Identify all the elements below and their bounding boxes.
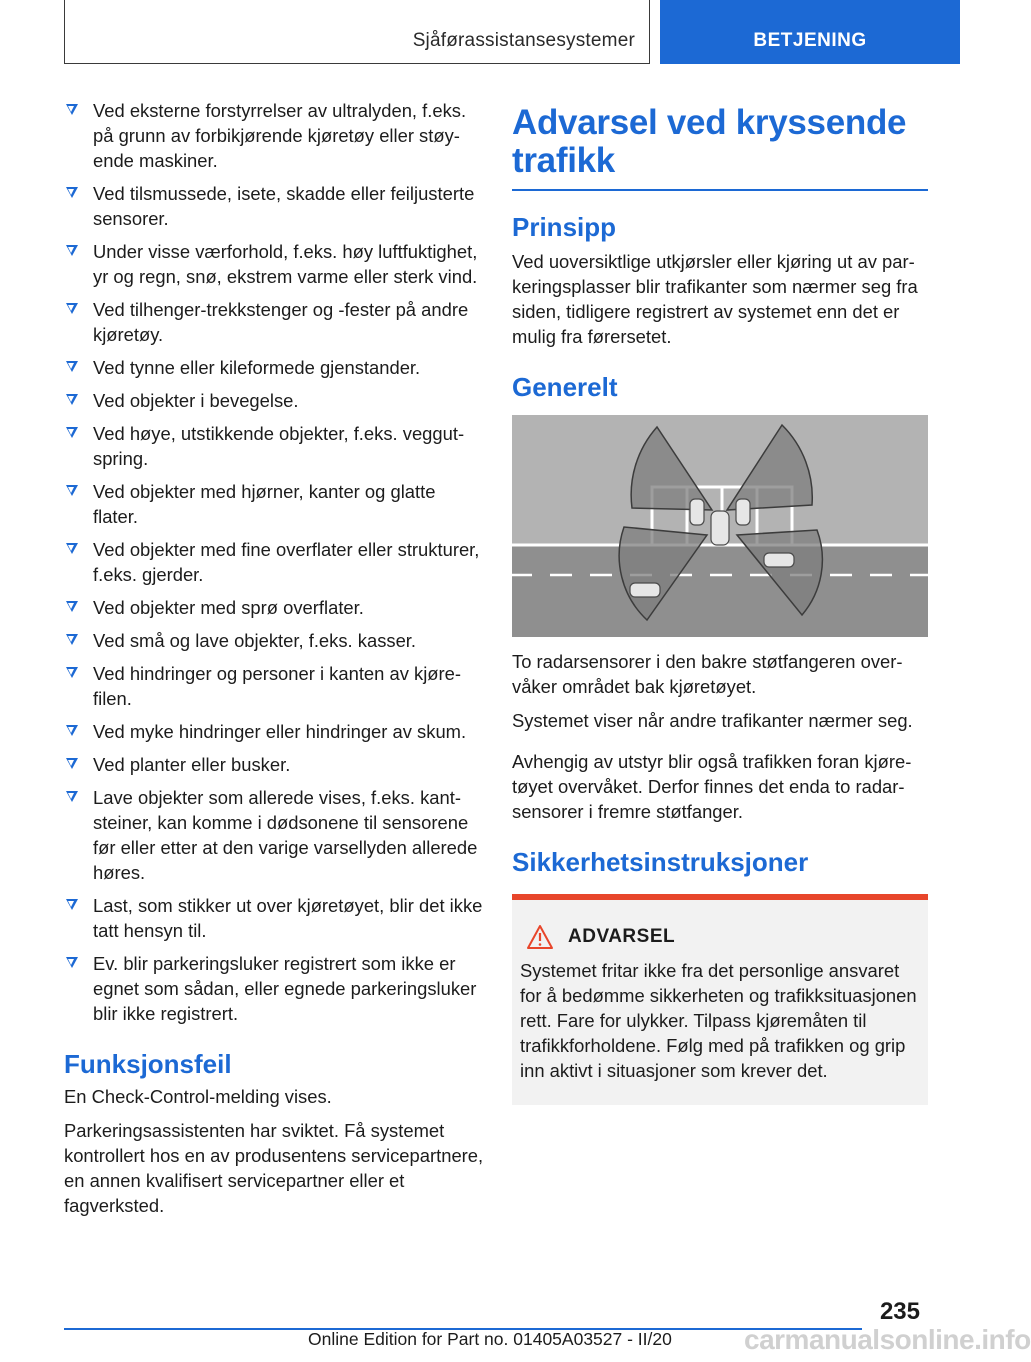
- list-item-text: Ved eksterne forstyrrelser av ultralyden, f.eks. på grunn av forbikjørende kjøretøy eller støyende maskiner.: [93, 100, 467, 171]
- right-column: [512, 104, 928, 1105]
- bullet-triangle-icon: [66, 634, 78, 645]
- bullet-triangle-icon: [66, 394, 78, 405]
- list-item-text: Ved tilsmussede, isete, skadde eller feiljusterte sensorer.: [93, 183, 475, 229]
- general-paragraph-1: To radarsensorer i den bakre støtfangeren overvåker området bak kjøretøyet.: [512, 650, 903, 697]
- list-item: [64, 893, 484, 943]
- list-item: [64, 719, 484, 744]
- list-item-text: Under visse værforhold, f.eks. høy luftfuktighet, yr og regn, snø, ekstrem varme eller sterk vind.: [93, 241, 478, 287]
- list-item: [64, 421, 484, 471]
- bullet-triangle-icon: [66, 245, 78, 256]
- bullet-triangle-icon: [66, 601, 78, 612]
- bullet-triangle-icon: [66, 758, 78, 769]
- list-item-text: Ved objekter med fine overflater eller strukturer, f.eks. gjerder.: [93, 539, 480, 585]
- cross-traffic-diagram: [512, 415, 928, 637]
- list-item-text: Ved objekter i bevegelse.: [93, 390, 299, 411]
- bullet-triangle-icon: [66, 725, 78, 736]
- limitations-list: [64, 98, 484, 1026]
- principle-heading: Prinsipp: [512, 211, 617, 242]
- list-item-text: Ved tilhenger-trekkstenger og -fester på andre kjøretøy.: [93, 299, 469, 345]
- bullet-triangle-icon: [66, 361, 78, 372]
- bullet-triangle-icon: [66, 485, 78, 496]
- list-item-text: Ved høye, utstikkende objekter, f.eks. veggutspring.: [93, 423, 465, 469]
- page-number: 235: [879, 1298, 920, 1325]
- warning-triangle-icon: [526, 924, 554, 950]
- list-item: [64, 297, 484, 347]
- warning-label: ADVARSEL: [568, 925, 676, 947]
- list-item: [64, 951, 484, 1026]
- bullet-triangle-icon: [66, 791, 78, 802]
- bullet-triangle-icon: [66, 104, 78, 115]
- list-item: [64, 355, 484, 380]
- list-item: [64, 98, 484, 173]
- watermark: carmanualsonline.info: [744, 1324, 1031, 1355]
- general-paragraph-3: Avhengig av utstyr blir også trafikken foran kjøretøyet overvåket. Derfor finnes det enda to radarsensorer i fremre støtfanger.: [512, 750, 912, 822]
- safety-heading: Sikkerhetsinstruksjoner: [512, 846, 809, 877]
- general-heading: Generelt: [512, 371, 618, 402]
- page-title: Advarsel ved kryssende trafikk: [512, 103, 907, 180]
- bullet-triangle-icon: [66, 543, 78, 554]
- malfunction-paragraph-2: Parkeringsassistenten har sviktet. Få systemet kontrollert hos en av produsentens servicepartnere, en annen kvalifisert servicepartner eller et fagverksted.: [64, 1120, 484, 1216]
- cross-traffic-illustration: [512, 415, 928, 637]
- list-item-text: Ved objekter med sprø overflater.: [93, 597, 364, 618]
- list-item-text: Lave objekter som allerede vises, f.eks. kantsteiner, kan komme i dødsonene til sensorene før eller etter at den varige varsellyden allerede høres.: [93, 787, 478, 883]
- principle-paragraph: Ved uoversiktlige utkjørsler eller kjøring ut av parkeringsplasser blir trafikanter som nærmer seg fra siden, tidligere registrert av systemet enn det er mulig fra førersetet.: [512, 250, 918, 347]
- list-item: [64, 628, 484, 653]
- list-item-text: Ev. blir parkeringsluker registrert som ikke er egnet som sådan, eller egnede parkeringsluker blir ikke registrert.: [93, 953, 477, 1024]
- warning-box: [512, 894, 928, 1105]
- general-paragraph-2: Systemet viser når andre trafikanter nærmer seg.: [512, 709, 913, 731]
- malfunction-paragraph-1: En Check-Control-melding vises.: [64, 1086, 332, 1107]
- list-item: [64, 479, 484, 529]
- malfunction-section: [64, 1048, 484, 1218]
- left-column: [64, 98, 484, 1227]
- header-section-tab: [64, 0, 650, 64]
- list-item-text: Ved tynne eller kileformede gjenstander.: [93, 357, 421, 378]
- warning-header: [520, 924, 920, 950]
- header-chapter-tab: [660, 0, 960, 64]
- list-item: [64, 388, 484, 413]
- list-item-text: Ved hindringer og personer i kanten av kjørefilen.: [93, 663, 462, 709]
- list-item: [64, 661, 484, 711]
- header-section-title: Sjåførassistansesystemer: [412, 29, 635, 51]
- list-item-text: Ved planter eller busker.: [93, 754, 291, 775]
- bullet-triangle-icon: [66, 303, 78, 314]
- list-item: [64, 181, 484, 231]
- list-item-text: Ved myke hindringer eller hindringer av skum.: [93, 721, 467, 742]
- list-item-text: Ved små og lave objekter, f.eks. kasser.: [93, 630, 417, 651]
- list-item: [64, 752, 484, 777]
- list-item: [64, 239, 484, 289]
- bullet-triangle-icon: [66, 187, 78, 198]
- list-item-text: Last, som stikker ut over kjøretøyet, blir det ikke tatt hensyn til.: [93, 895, 483, 941]
- malfunction-heading: Funksjonsfeil: [64, 1049, 232, 1079]
- bullet-triangle-icon: [66, 427, 78, 438]
- bullet-triangle-icon: [66, 899, 78, 910]
- list-item-text: Ved objekter med hjørner, kanter og glatte flater.: [93, 481, 436, 527]
- warning-text: Systemet fritar ikke fra det personlige ansvaret for å bedømme sikkerheten og trafikksituasjonen rett. Fare for ulykker. Tilpass kjøremåten til trafikkforholdene. Følg med på trafikken og grip inn aktivt i situasjoner som krever det.: [520, 959, 917, 1081]
- bullet-triangle-icon: [66, 957, 78, 968]
- list-item: [64, 595, 484, 620]
- list-item: [64, 537, 484, 587]
- footer-edition: Online Edition for Part no. 01405A03527 - II/20: [308, 1329, 672, 1349]
- header-chapter-title: BETJENING: [753, 30, 867, 51]
- title-divider: [512, 189, 928, 191]
- bullet-triangle-icon: [66, 667, 78, 678]
- list-item: [64, 785, 484, 885]
